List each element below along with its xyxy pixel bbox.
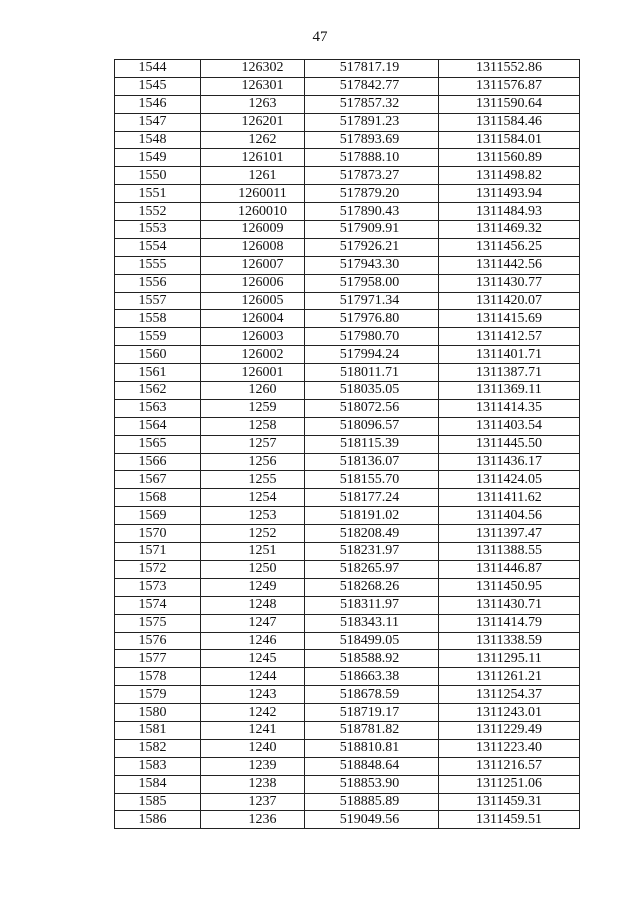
point-id-cell: 126001 — [201, 364, 305, 382]
table-row — [115, 60, 580, 78]
y-coordinate-cell: 1311584.46 — [439, 113, 580, 131]
table-row — [115, 131, 580, 149]
y-coordinate-cell: 1311442.56 — [439, 256, 580, 274]
row-number-cell: 1561 — [115, 364, 201, 382]
table-row — [115, 185, 580, 203]
row-number-cell: 1571 — [115, 543, 201, 561]
y-coordinate-cell: 1311456.25 — [439, 238, 580, 256]
y-coordinate-cell: 1311404.56 — [439, 507, 580, 525]
table-row — [115, 382, 580, 400]
y-coordinate-cell: 1311445.50 — [439, 435, 580, 453]
point-id-cell: 1243 — [201, 686, 305, 704]
row-number-cell: 1583 — [115, 757, 201, 775]
table-row — [115, 256, 580, 274]
x-coordinate-cell: 518155.70 — [305, 471, 439, 489]
row-number-cell: 1558 — [115, 310, 201, 328]
y-coordinate-cell: 1311415.69 — [439, 310, 580, 328]
x-coordinate-cell: 518231.97 — [305, 543, 439, 561]
x-coordinate-cell: 517873.27 — [305, 167, 439, 185]
x-coordinate-cell: 518177.24 — [305, 489, 439, 507]
point-id-cell: 126004 — [201, 310, 305, 328]
table-row — [115, 328, 580, 346]
point-id-cell: 126006 — [201, 274, 305, 292]
x-coordinate-cell: 518781.82 — [305, 721, 439, 739]
row-number-cell: 1569 — [115, 507, 201, 525]
point-id-cell: 1244 — [201, 668, 305, 686]
point-id-cell: 126301 — [201, 77, 305, 95]
y-coordinate-cell: 1311216.57 — [439, 757, 580, 775]
point-id-cell: 1247 — [201, 614, 305, 632]
point-id-cell: 1260 — [201, 382, 305, 400]
x-coordinate-cell: 518136.07 — [305, 453, 439, 471]
table-row — [115, 578, 580, 596]
row-number-cell: 1552 — [115, 203, 201, 221]
row-number-cell: 1562 — [115, 382, 201, 400]
point-id-cell: 1237 — [201, 793, 305, 811]
row-number-cell: 1582 — [115, 739, 201, 757]
y-coordinate-cell: 1311459.31 — [439, 793, 580, 811]
table-row — [115, 632, 580, 650]
x-coordinate-cell: 518848.64 — [305, 757, 439, 775]
row-number-cell: 1555 — [115, 256, 201, 274]
point-id-cell: 1259 — [201, 399, 305, 417]
y-coordinate-cell: 1311560.89 — [439, 149, 580, 167]
x-coordinate-cell: 517909.91 — [305, 221, 439, 239]
y-coordinate-cell: 1311469.32 — [439, 221, 580, 239]
table-row — [115, 95, 580, 113]
x-coordinate-cell: 517980.70 — [305, 328, 439, 346]
table-row — [115, 775, 580, 793]
row-number-cell: 1549 — [115, 149, 201, 167]
table-row — [115, 739, 580, 757]
table-row — [115, 471, 580, 489]
y-coordinate-cell: 1311493.94 — [439, 185, 580, 203]
x-coordinate-cell: 518191.02 — [305, 507, 439, 525]
y-coordinate-cell: 1311295.11 — [439, 650, 580, 668]
row-number-cell: 1570 — [115, 525, 201, 543]
point-id-cell: 1252 — [201, 525, 305, 543]
table-row — [115, 417, 580, 435]
y-coordinate-cell: 1311446.87 — [439, 560, 580, 578]
coordinates-table — [114, 59, 580, 829]
page-number: 47 — [312, 29, 328, 45]
point-id-cell: 1256 — [201, 453, 305, 471]
y-coordinate-cell: 1311459.51 — [439, 811, 580, 829]
row-number-cell: 1554 — [115, 238, 201, 256]
point-id-cell: 1242 — [201, 704, 305, 722]
x-coordinate-cell: 518035.05 — [305, 382, 439, 400]
y-coordinate-cell: 1311401.71 — [439, 346, 580, 364]
y-coordinate-cell: 1311414.79 — [439, 614, 580, 632]
row-number-cell: 1574 — [115, 596, 201, 614]
row-number-cell: 1564 — [115, 417, 201, 435]
row-number-cell: 1559 — [115, 328, 201, 346]
table-row — [115, 811, 580, 829]
point-id-cell: 1255 — [201, 471, 305, 489]
x-coordinate-cell: 519049.56 — [305, 811, 439, 829]
x-coordinate-cell: 517879.20 — [305, 185, 439, 203]
row-number-cell: 1578 — [115, 668, 201, 686]
y-coordinate-cell: 1311223.40 — [439, 739, 580, 757]
point-id-cell: 126003 — [201, 328, 305, 346]
x-coordinate-cell: 517857.32 — [305, 95, 439, 113]
row-number-cell: 1577 — [115, 650, 201, 668]
y-coordinate-cell: 1311229.49 — [439, 721, 580, 739]
y-coordinate-cell: 1311388.55 — [439, 543, 580, 561]
table-row — [115, 793, 580, 811]
row-number-cell: 1585 — [115, 793, 201, 811]
table-row — [115, 435, 580, 453]
x-coordinate-cell: 517926.21 — [305, 238, 439, 256]
row-number-cell: 1560 — [115, 346, 201, 364]
x-coordinate-cell: 517943.30 — [305, 256, 439, 274]
point-id-cell: 1246 — [201, 632, 305, 650]
table-row — [115, 77, 580, 95]
x-coordinate-cell: 518208.49 — [305, 525, 439, 543]
point-id-cell: 126302 — [201, 60, 305, 78]
table-row — [115, 238, 580, 256]
x-coordinate-cell: 518011.71 — [305, 364, 439, 382]
x-coordinate-cell: 517893.69 — [305, 131, 439, 149]
row-number-cell: 1551 — [115, 185, 201, 203]
y-coordinate-cell: 1311576.87 — [439, 77, 580, 95]
x-coordinate-cell: 518663.38 — [305, 668, 439, 686]
y-coordinate-cell: 1311552.86 — [439, 60, 580, 78]
point-id-cell: 126005 — [201, 292, 305, 310]
y-coordinate-cell: 1311450.95 — [439, 578, 580, 596]
row-number-cell: 1580 — [115, 704, 201, 722]
table-row — [115, 292, 580, 310]
point-id-cell: 1239 — [201, 757, 305, 775]
table-row — [115, 614, 580, 632]
y-coordinate-cell: 1311412.57 — [439, 328, 580, 346]
row-number-cell: 1545 — [115, 77, 201, 95]
row-number-cell: 1550 — [115, 167, 201, 185]
point-id-cell: 1257 — [201, 435, 305, 453]
table-row — [115, 507, 580, 525]
y-coordinate-cell: 1311484.93 — [439, 203, 580, 221]
table-row — [115, 560, 580, 578]
point-id-cell: 1245 — [201, 650, 305, 668]
table-row — [115, 149, 580, 167]
table-row — [115, 721, 580, 739]
x-coordinate-cell: 518678.59 — [305, 686, 439, 704]
row-number-cell: 1557 — [115, 292, 201, 310]
x-coordinate-cell: 518853.90 — [305, 775, 439, 793]
table-row — [115, 543, 580, 561]
x-coordinate-cell: 518096.57 — [305, 417, 439, 435]
point-id-cell: 126008 — [201, 238, 305, 256]
point-id-cell: 1258 — [201, 417, 305, 435]
y-coordinate-cell: 1311420.07 — [439, 292, 580, 310]
row-number-cell: 1567 — [115, 471, 201, 489]
table-row — [115, 757, 580, 775]
table-row — [115, 167, 580, 185]
point-id-cell: 126009 — [201, 221, 305, 239]
y-coordinate-cell: 1311403.54 — [439, 417, 580, 435]
y-coordinate-cell: 1311251.06 — [439, 775, 580, 793]
y-coordinate-cell: 1311338.59 — [439, 632, 580, 650]
y-coordinate-cell: 1311498.82 — [439, 167, 580, 185]
table-row — [115, 310, 580, 328]
table-row — [115, 221, 580, 239]
row-number-cell: 1556 — [115, 274, 201, 292]
x-coordinate-cell: 518499.05 — [305, 632, 439, 650]
point-id-cell: 1260011 — [201, 185, 305, 203]
point-id-cell: 1240 — [201, 739, 305, 757]
x-coordinate-cell: 517891.23 — [305, 113, 439, 131]
row-number-cell: 1563 — [115, 399, 201, 417]
point-id-cell: 1241 — [201, 721, 305, 739]
x-coordinate-cell: 518885.89 — [305, 793, 439, 811]
row-number-cell: 1586 — [115, 811, 201, 829]
y-coordinate-cell: 1311590.64 — [439, 95, 580, 113]
row-number-cell: 1546 — [115, 95, 201, 113]
point-id-cell: 1248 — [201, 596, 305, 614]
x-coordinate-cell: 518115.39 — [305, 435, 439, 453]
row-number-cell: 1553 — [115, 221, 201, 239]
row-number-cell: 1584 — [115, 775, 201, 793]
row-number-cell: 1575 — [115, 614, 201, 632]
point-id-cell: 1253 — [201, 507, 305, 525]
table-row — [115, 453, 580, 471]
point-id-cell: 126007 — [201, 256, 305, 274]
x-coordinate-cell: 517842.77 — [305, 77, 439, 95]
table-row — [115, 203, 580, 221]
row-number-cell: 1573 — [115, 578, 201, 596]
table-row — [115, 399, 580, 417]
y-coordinate-cell: 1311369.11 — [439, 382, 580, 400]
table-row — [115, 489, 580, 507]
x-coordinate-cell: 518265.97 — [305, 560, 439, 578]
table-row — [115, 668, 580, 686]
point-id-cell: 1250 — [201, 560, 305, 578]
x-coordinate-cell: 517890.43 — [305, 203, 439, 221]
x-coordinate-cell: 517976.80 — [305, 310, 439, 328]
point-id-cell: 1263 — [201, 95, 305, 113]
y-coordinate-cell: 1311584.01 — [439, 131, 580, 149]
point-id-cell: 1254 — [201, 489, 305, 507]
y-coordinate-cell: 1311414.35 — [439, 399, 580, 417]
row-number-cell: 1576 — [115, 632, 201, 650]
x-coordinate-cell: 517817.19 — [305, 60, 439, 78]
y-coordinate-cell: 1311430.71 — [439, 596, 580, 614]
row-number-cell: 1548 — [115, 131, 201, 149]
x-coordinate-cell: 518311.97 — [305, 596, 439, 614]
table-row — [115, 704, 580, 722]
y-coordinate-cell: 1311424.05 — [439, 471, 580, 489]
row-number-cell: 1544 — [115, 60, 201, 78]
table-row — [115, 364, 580, 382]
y-coordinate-cell: 1311436.17 — [439, 453, 580, 471]
table-row — [115, 113, 580, 131]
point-id-cell: 126101 — [201, 149, 305, 167]
row-number-cell: 1581 — [115, 721, 201, 739]
x-coordinate-cell: 518810.81 — [305, 739, 439, 757]
point-id-cell: 1260010 — [201, 203, 305, 221]
point-id-cell: 126002 — [201, 346, 305, 364]
x-coordinate-cell: 518588.92 — [305, 650, 439, 668]
x-coordinate-cell: 517971.34 — [305, 292, 439, 310]
row-number-cell: 1566 — [115, 453, 201, 471]
y-coordinate-cell: 1311411.62 — [439, 489, 580, 507]
point-id-cell: 1249 — [201, 578, 305, 596]
x-coordinate-cell: 517888.10 — [305, 149, 439, 167]
table-row — [115, 650, 580, 668]
x-coordinate-cell: 517958.00 — [305, 274, 439, 292]
row-number-cell: 1579 — [115, 686, 201, 704]
point-id-cell: 1251 — [201, 543, 305, 561]
y-coordinate-cell: 1311397.47 — [439, 525, 580, 543]
point-id-cell: 1238 — [201, 775, 305, 793]
x-coordinate-cell: 518268.26 — [305, 578, 439, 596]
table-row — [115, 686, 580, 704]
y-coordinate-cell: 1311243.01 — [439, 704, 580, 722]
table-row — [115, 596, 580, 614]
x-coordinate-cell: 518343.11 — [305, 614, 439, 632]
y-coordinate-cell: 1311254.37 — [439, 686, 580, 704]
x-coordinate-cell: 518719.17 — [305, 704, 439, 722]
point-id-cell: 1236 — [201, 811, 305, 829]
row-number-cell: 1572 — [115, 560, 201, 578]
point-id-cell: 126201 — [201, 113, 305, 131]
y-coordinate-cell: 1311430.77 — [439, 274, 580, 292]
y-coordinate-cell: 1311387.71 — [439, 364, 580, 382]
table-row — [115, 346, 580, 364]
x-coordinate-cell: 518072.56 — [305, 399, 439, 417]
table-row — [115, 525, 580, 543]
y-coordinate-cell: 1311261.21 — [439, 668, 580, 686]
row-number-cell: 1568 — [115, 489, 201, 507]
point-id-cell: 1261 — [201, 167, 305, 185]
table-row — [115, 274, 580, 292]
x-coordinate-cell: 517994.24 — [305, 346, 439, 364]
point-id-cell: 1262 — [201, 131, 305, 149]
row-number-cell: 1547 — [115, 113, 201, 131]
table-body — [115, 60, 580, 829]
row-number-cell: 1565 — [115, 435, 201, 453]
